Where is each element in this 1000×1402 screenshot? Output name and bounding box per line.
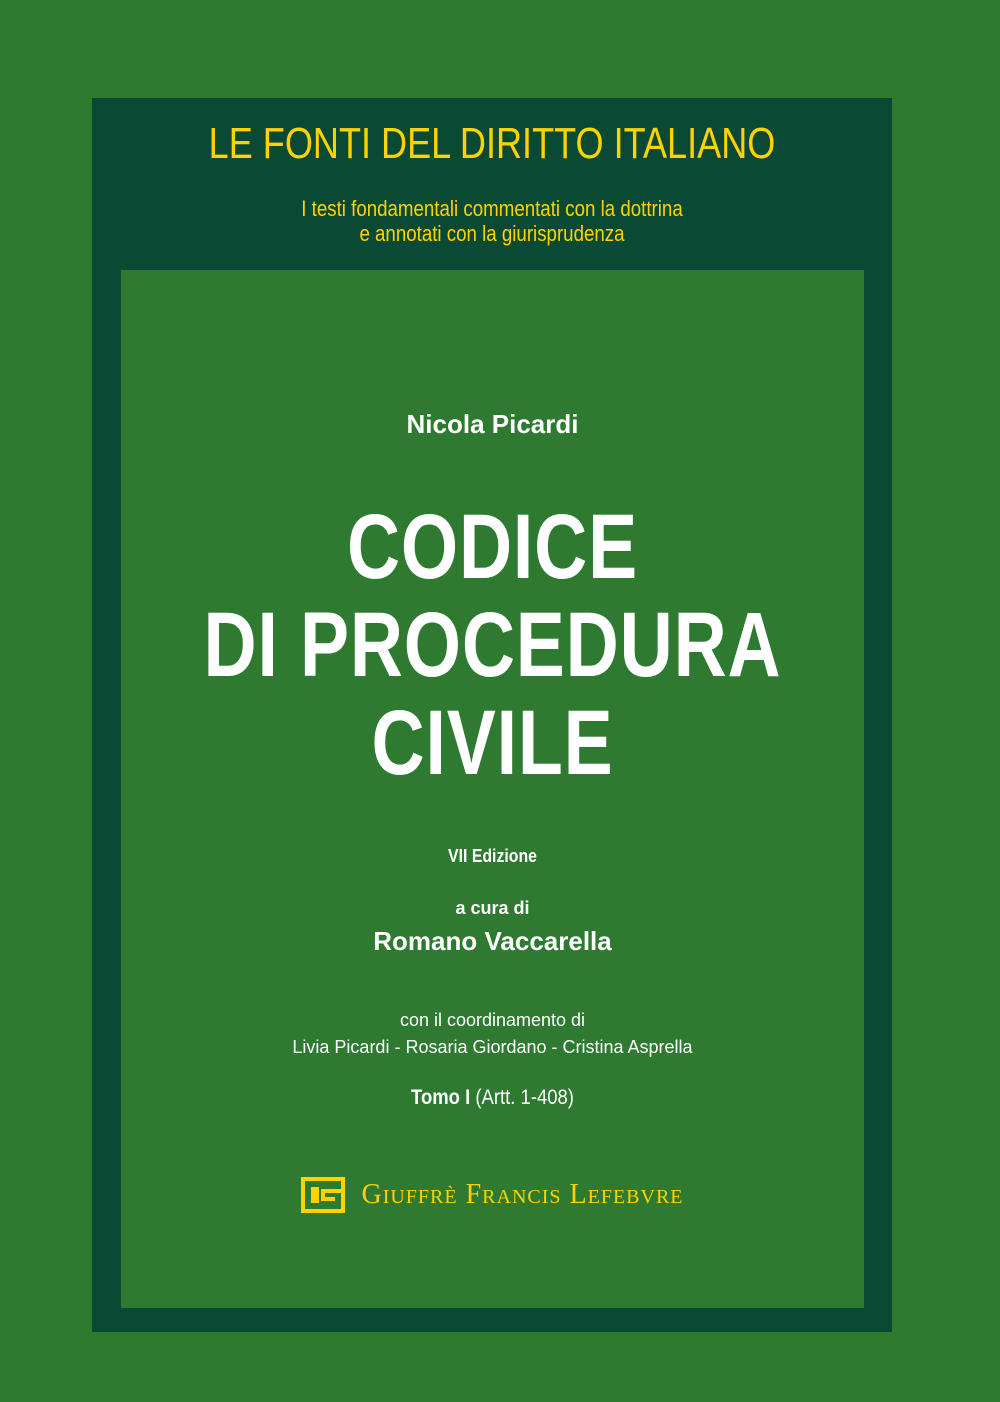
volume-info bbox=[166, 1085, 820, 1111]
series-title: LE FONTI DEL DIRITTO ITALIANO bbox=[208, 119, 776, 168]
book-title-line1: CODICE bbox=[346, 496, 639, 598]
volume-range: (Artt. 1-408) bbox=[475, 1086, 574, 1109]
book-title-line2: DI PROCEDURA bbox=[203, 594, 782, 696]
book-title-line3: CIVILE bbox=[371, 692, 614, 794]
series-subtitle-line2: e annotati con la giurisprudenza bbox=[359, 221, 625, 246]
title-panel bbox=[121, 270, 864, 1308]
book-title bbox=[195, 498, 789, 792]
series-subtitle-line1: I testi fondamentali commentati con la dottrina bbox=[301, 196, 683, 221]
giuffre-logo-icon bbox=[301, 1177, 345, 1213]
volume-label: Tomo I bbox=[411, 1086, 471, 1109]
author-name: Nicola Picardi bbox=[406, 409, 579, 439]
series-subtitle bbox=[152, 196, 832, 246]
coordinators-names: Livia Picardi - Rosaria Giordano - Cristina Asprella bbox=[292, 1037, 693, 1057]
curated-by-label: a cura di bbox=[455, 898, 530, 918]
edition-label: VII Edizione bbox=[448, 846, 537, 866]
editor-name: Romano Vaccarella bbox=[373, 926, 612, 956]
publisher-name: Giuffrè Francis Lefebvre bbox=[361, 1179, 684, 1210]
coordination-label: con il coordinamento di bbox=[399, 1010, 586, 1030]
publisher-block bbox=[121, 1170, 864, 1220]
